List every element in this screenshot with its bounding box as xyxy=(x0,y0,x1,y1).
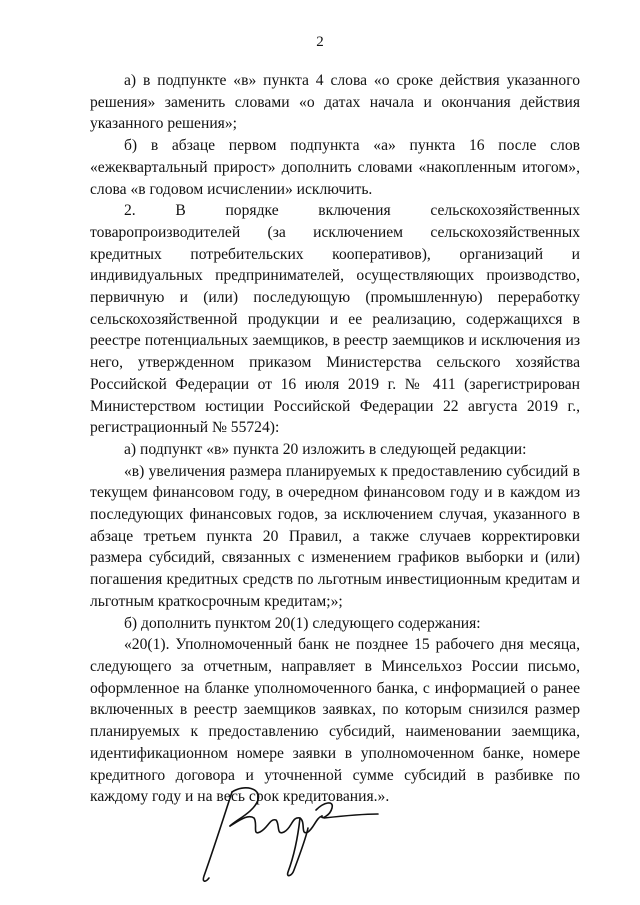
paragraph-subitem-a: а) подпункт «в» пункта 20 изложить в следующей редакции: xyxy=(124,440,527,458)
page-number: 2 xyxy=(316,34,324,50)
paragraph-quoted-v: «в) увеличения размера планируемых к предоставлению субсидий в текущем финансовом году, в очередном финансовом году и в каждом из последующих финансовых годов, за исключением случая, указанного в абзаце третьем пункта 20 Правил, а также случаев корректировки размера субсидий, связанных с изменением графиков выборки и (или) погашения кредитных средств по льготным инвестиционным кредитам и льготным краткосрочным кредитам;»; xyxy=(90,462,580,610)
document-body xyxy=(90,70,580,808)
paragraph-item-2: 2. В порядке включения сельскохозяйственных товаропроизводителей (за исключением сельскохозяйственных кредитных потребительских кооперативов), организаций и индивидуальных предпринимателей, осуществляющих производство, первичную и (или) последующую (промышленную) переработку сельскохозяйственной продукции и ее реализацию, содержащихся в реестре потенциальных заемщиков, в реестр заемщиков и исключения из него, утвержденном приказом Министерства сельского хозяйства Российской Федерации от 16 июля 2019 г. № 411 (зарегистрирован Министерством юстиции Российской Федерации 22 августа 2019 г., регистрационный № 55724): xyxy=(90,202,580,437)
paragraph-quoted-20-1: «20(1). Уполномоченный банк не позднее 15 рабочего дня месяца, следующего за отчетным, направляет в Минсельхоз России письмо, оформленное на бланке уполномоченного банка, с информацией о ранее включенных в реестр заемщиков заявках, по которым снизился размер планируемых к предоставлению субсидий, наименовании заемщика, идентификационном номере заявки в уполномоченном банке, номере кредитного договора и уточненной сумме субсидий в разбивке по каждому году и на весь срок кредитования.». xyxy=(90,636,580,806)
paragraph-amend-a: а) в подпункте «в» пункта 4 слова «о сроке действия указанного решения» заменить словами «о датах начала и окончания действия указанного решения»; xyxy=(90,72,580,133)
paragraph-amend-b: б) в абзаце первом подпункта «а» пункта 16 после слов «ежеквартальный прирост» дополнить словами «накопленным итогом», слова «в годовом исчислении» исключить. xyxy=(90,137,580,198)
handwritten-signature xyxy=(196,780,396,890)
paragraph-subitem-b: б) дополнить пунктом 20(1) следующего содержания: xyxy=(124,614,481,632)
